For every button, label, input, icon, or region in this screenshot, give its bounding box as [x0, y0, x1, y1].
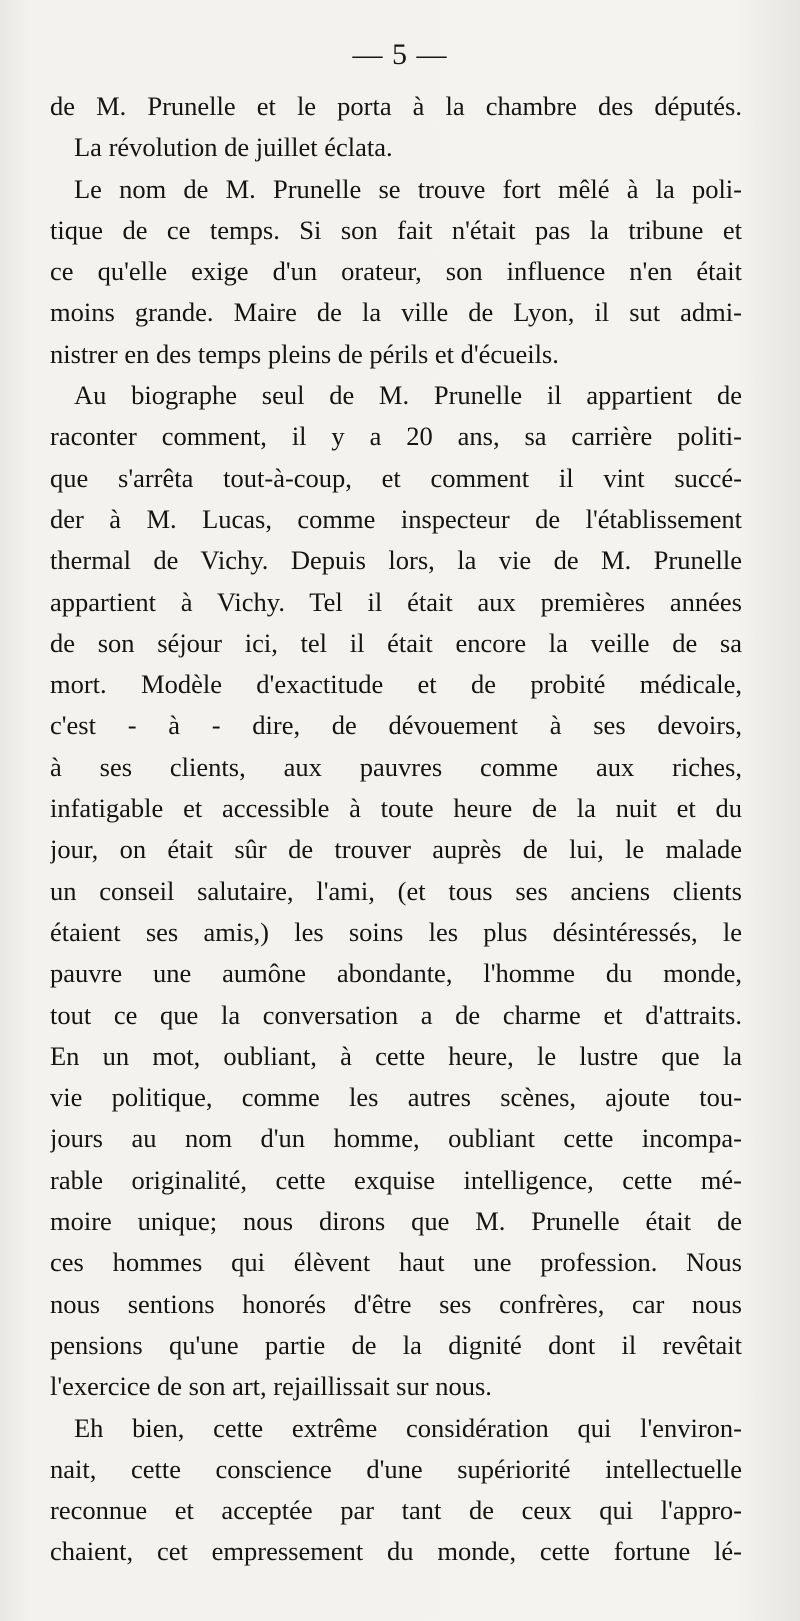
text-line: ce qu'elle exige d'un orateur, son influence n'en était	[50, 256, 742, 287]
text-line: thermal de Vichy. Depuis lors, la vie de M. Prunelle	[50, 545, 742, 576]
text-line: moins grande. Maire de la ville de Lyon, il sut admi-	[50, 297, 742, 328]
text-line: jour, on était sûr de trouver auprès de lui, le malade	[50, 834, 742, 865]
text-line: pauvre une aumône abondante, l'homme du monde,	[50, 958, 742, 989]
paragraph	[50, 127, 742, 168]
text-line: vie politique, comme les autres scènes, ajoute tou-	[50, 1082, 742, 1113]
text-line: tique de ce temps. Si son fait n'était pas la tribune et	[50, 214, 742, 245]
text-line: La révolution de juillet éclata.	[74, 132, 393, 163]
text-line: de son séjour ici, tel il était encore la veille de sa	[50, 627, 742, 658]
text-line: Eh bien, cette extrême considération qui l'environ-	[74, 1412, 742, 1443]
page-number: — 5 —	[352, 38, 448, 71]
text-line: que s'arrêta tout-à-coup, et comment il vint succé-	[50, 462, 742, 493]
text-line: En un mot, oubliant, à cette heure, le lustre que la	[50, 1040, 742, 1071]
text-line: de M. Prunelle et le porta à la chambre des députés.	[50, 91, 742, 121]
paragraph	[50, 169, 742, 375]
text-line: tout ce que la conversation a de charme et d'attraits.	[50, 999, 742, 1030]
text-line: chaient, cet empressement du monde, cette fortune lé-	[50, 1536, 742, 1567]
text-line: mort. Modèle d'exactitude et de probité médicale,	[50, 669, 742, 700]
text-line: c'est - à - dire, de dévouement à ses devoirs,	[50, 710, 742, 741]
text-line: rable originalité, cette exquise intelligence, cette mé-	[50, 1164, 742, 1195]
text-line: moire unique; nous dirons que M. Prunelle était de	[50, 1206, 742, 1237]
text-line: un conseil salutaire, l'ami, (et tous ses anciens clients	[50, 875, 742, 906]
text-line: appartient à Vichy. Tel il était aux premières années	[50, 586, 742, 617]
text-line: à ses clients, aux pauvres comme aux riches,	[50, 751, 742, 782]
text-line: Le nom de M. Prunelle se trouve fort mêlé à la poli-	[74, 173, 742, 204]
text-line: Au biographe seul de M. Prunelle il appartient de	[74, 380, 742, 411]
text-line: der à M. Lucas, comme inspecteur de l'établissement	[50, 503, 742, 534]
text-line: infatigable et accessible à toute heure de la nuit et du	[50, 793, 742, 824]
text-line: jours au nom d'un homme, oubliant cette incompa-	[50, 1123, 742, 1154]
text-line: nous sentions honorés d'être ses confrères, car nous	[50, 1288, 742, 1319]
paragraph	[50, 86, 742, 127]
text-line: ces hommes qui élèvent haut une profession. Nous	[50, 1247, 742, 1278]
text-line: nait, cette conscience d'une supériorité intellectuelle	[50, 1453, 742, 1484]
paragraph	[50, 1408, 742, 1573]
paragraph	[50, 375, 742, 1407]
body-text	[50, 86, 742, 1573]
text-line: nistrer en des temps pleins de périls et d'écueils.	[50, 338, 559, 369]
text-line: pensions qu'une partie de la dignité dont il revêtait	[50, 1329, 742, 1360]
text-line: l'exercice de son art, rejaillissait sur nous.	[50, 1371, 492, 1402]
text-line: reconnue et acceptée par tant de ceux qui l'appro-	[50, 1495, 742, 1526]
text-line: raconter comment, il y a 20 ans, sa carrière politi-	[50, 421, 742, 452]
text-line: étaient ses amis,) les soins les plus désintéressés, le	[50, 916, 742, 947]
